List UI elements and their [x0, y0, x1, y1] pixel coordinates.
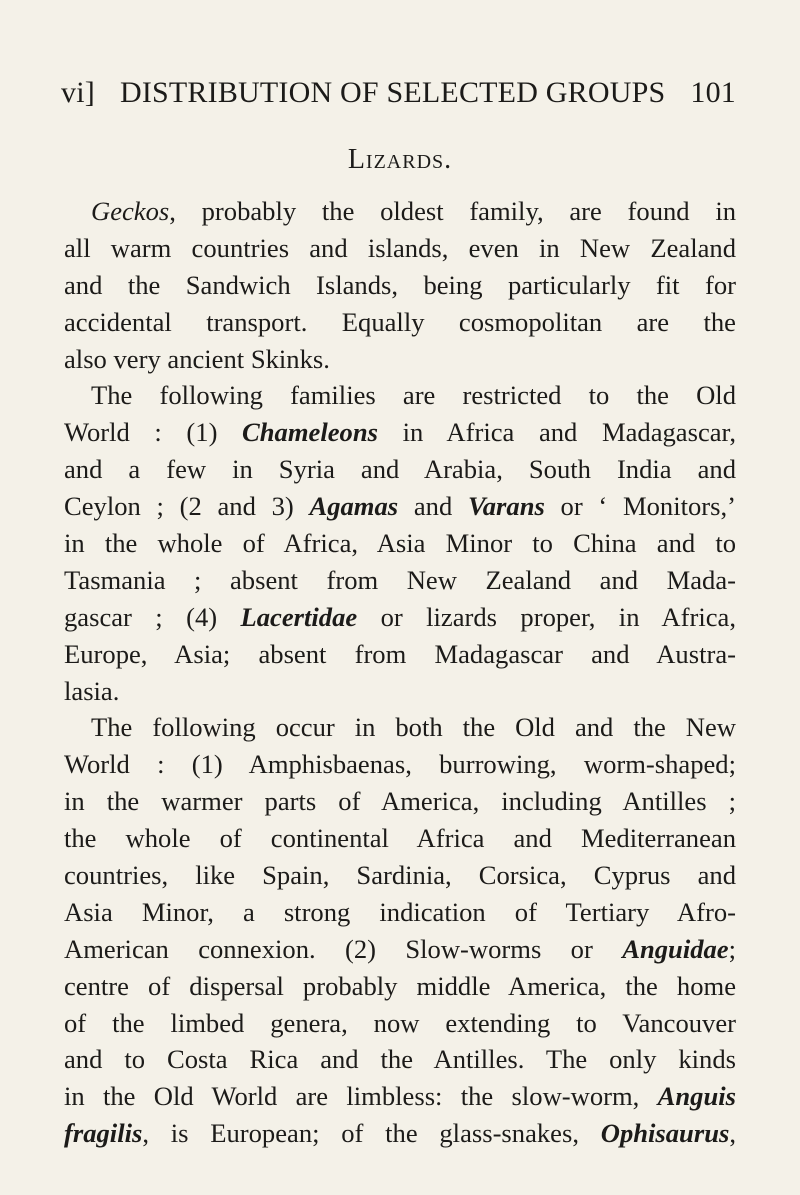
text-line: [64, 968, 736, 1005]
text-line: [64, 820, 736, 857]
text-run: Asia Minor, a strong indication of Tertiary Afro-: [64, 896, 736, 927]
text-run: the whole of continental Africa and Mediterranean: [64, 823, 736, 854]
italic-term: Anguidae: [622, 933, 729, 964]
text-run: in the warmer parts of America, including Antilles ;: [64, 786, 736, 817]
text-line: [64, 451, 736, 488]
text-run: , is European; of the glass-snakes,: [142, 1118, 601, 1149]
text-line: [64, 1041, 736, 1078]
text-line: [64, 931, 736, 968]
italic-term: Anguis: [657, 1081, 736, 1112]
text-line: [64, 414, 736, 451]
italic-term: Varans: [467, 491, 545, 522]
text-line: [64, 636, 736, 673]
text-line: [64, 1005, 736, 1042]
text-run: and the Sandwich Islands, being particularly fit for: [64, 269, 736, 300]
text-line: [64, 783, 736, 820]
text-run: gascar ; (4): [64, 601, 241, 632]
text-line: [64, 377, 736, 414]
text-run: World : (1) Amphisbaenas, burrowing, worm-shaped;: [64, 749, 736, 780]
text-run: Tasmania ; absent from New Zealand and Mada-: [64, 564, 736, 595]
text-run: American connexion. (2) Slow-worms or: [64, 933, 623, 964]
italic-term: fragilis: [64, 1118, 143, 1149]
text-line: [64, 1078, 736, 1115]
text-line: [64, 488, 736, 525]
text-run: ,: [729, 1118, 736, 1149]
text-run: or lizards proper, in Africa,: [357, 601, 736, 632]
text-line: [64, 857, 736, 894]
page-number: 101: [690, 76, 736, 109]
text-run: accidental transport. Equally cosmopolitan are the: [64, 306, 736, 337]
italic-term: Ophisaurus: [600, 1118, 730, 1149]
text-run: or ‘ Monitors,’: [544, 491, 737, 522]
text-line: [64, 341, 736, 378]
text-line: [64, 267, 736, 304]
chapter-number: vi]: [61, 76, 95, 109]
italic-term: Chameleons: [242, 417, 378, 448]
text-run: in the Old World are limbless: the slow-worm,: [64, 1081, 658, 1112]
text-run: Europe, Asia; absent from Madagascar and Austra-: [64, 638, 736, 669]
running-header: [61, 70, 736, 116]
text-run: ;: [728, 933, 736, 964]
text-run: in the whole of Africa, Asia Minor to China and to: [64, 528, 736, 559]
book-page: [61, 70, 737, 1152]
text-line: [64, 193, 736, 230]
text-run: all warm countries and islands, even in New Zealand: [64, 232, 736, 263]
text-line: [64, 562, 736, 599]
italic-term: Agamas: [309, 491, 399, 522]
text-line: [64, 709, 736, 746]
section-heading: Lizards.: [347, 144, 453, 175]
text-line: [64, 304, 736, 341]
text-run: and to Costa Rica and the Antilles. The only kinds: [64, 1044, 736, 1075]
text-run: also very ancient Skinks.: [64, 343, 330, 374]
text-run: , probably the oldest family, are found in: [169, 196, 736, 226]
running-title: DISTRIBUTION OF SELECTED GROUPS: [119, 76, 666, 109]
text-line: [64, 673, 736, 710]
text-line: [64, 746, 736, 783]
text-run: The following occur in both the Old and the New: [91, 712, 736, 743]
text-run: countries, like Spain, Sardinia, Corsica, Cyprus and: [64, 860, 736, 891]
italic-term: Lacertidae: [240, 601, 358, 632]
text-line: [64, 894, 736, 931]
text-line: [64, 599, 736, 636]
text-run: and a few in Syria and Arabia, South India and: [64, 454, 736, 485]
text-run: The following families are restricted to the Old: [91, 380, 736, 411]
italic-term: Geckos: [91, 196, 170, 226]
text-run: of the limbed genera, now extending to Vancouver: [64, 1007, 736, 1038]
text-run: Ceylon ; (2 and 3): [64, 491, 310, 522]
text-line: [64, 1115, 736, 1152]
body-text: [64, 193, 736, 1152]
text-run: lasia.: [64, 675, 120, 706]
text-run: centre of dispersal probably middle America, the home: [64, 970, 736, 1001]
text-line: [64, 230, 736, 267]
text-run: World : (1): [64, 417, 243, 448]
text-run: in Africa and Madagascar,: [377, 417, 736, 448]
text-run: and: [398, 491, 468, 522]
text-line: [64, 525, 736, 562]
